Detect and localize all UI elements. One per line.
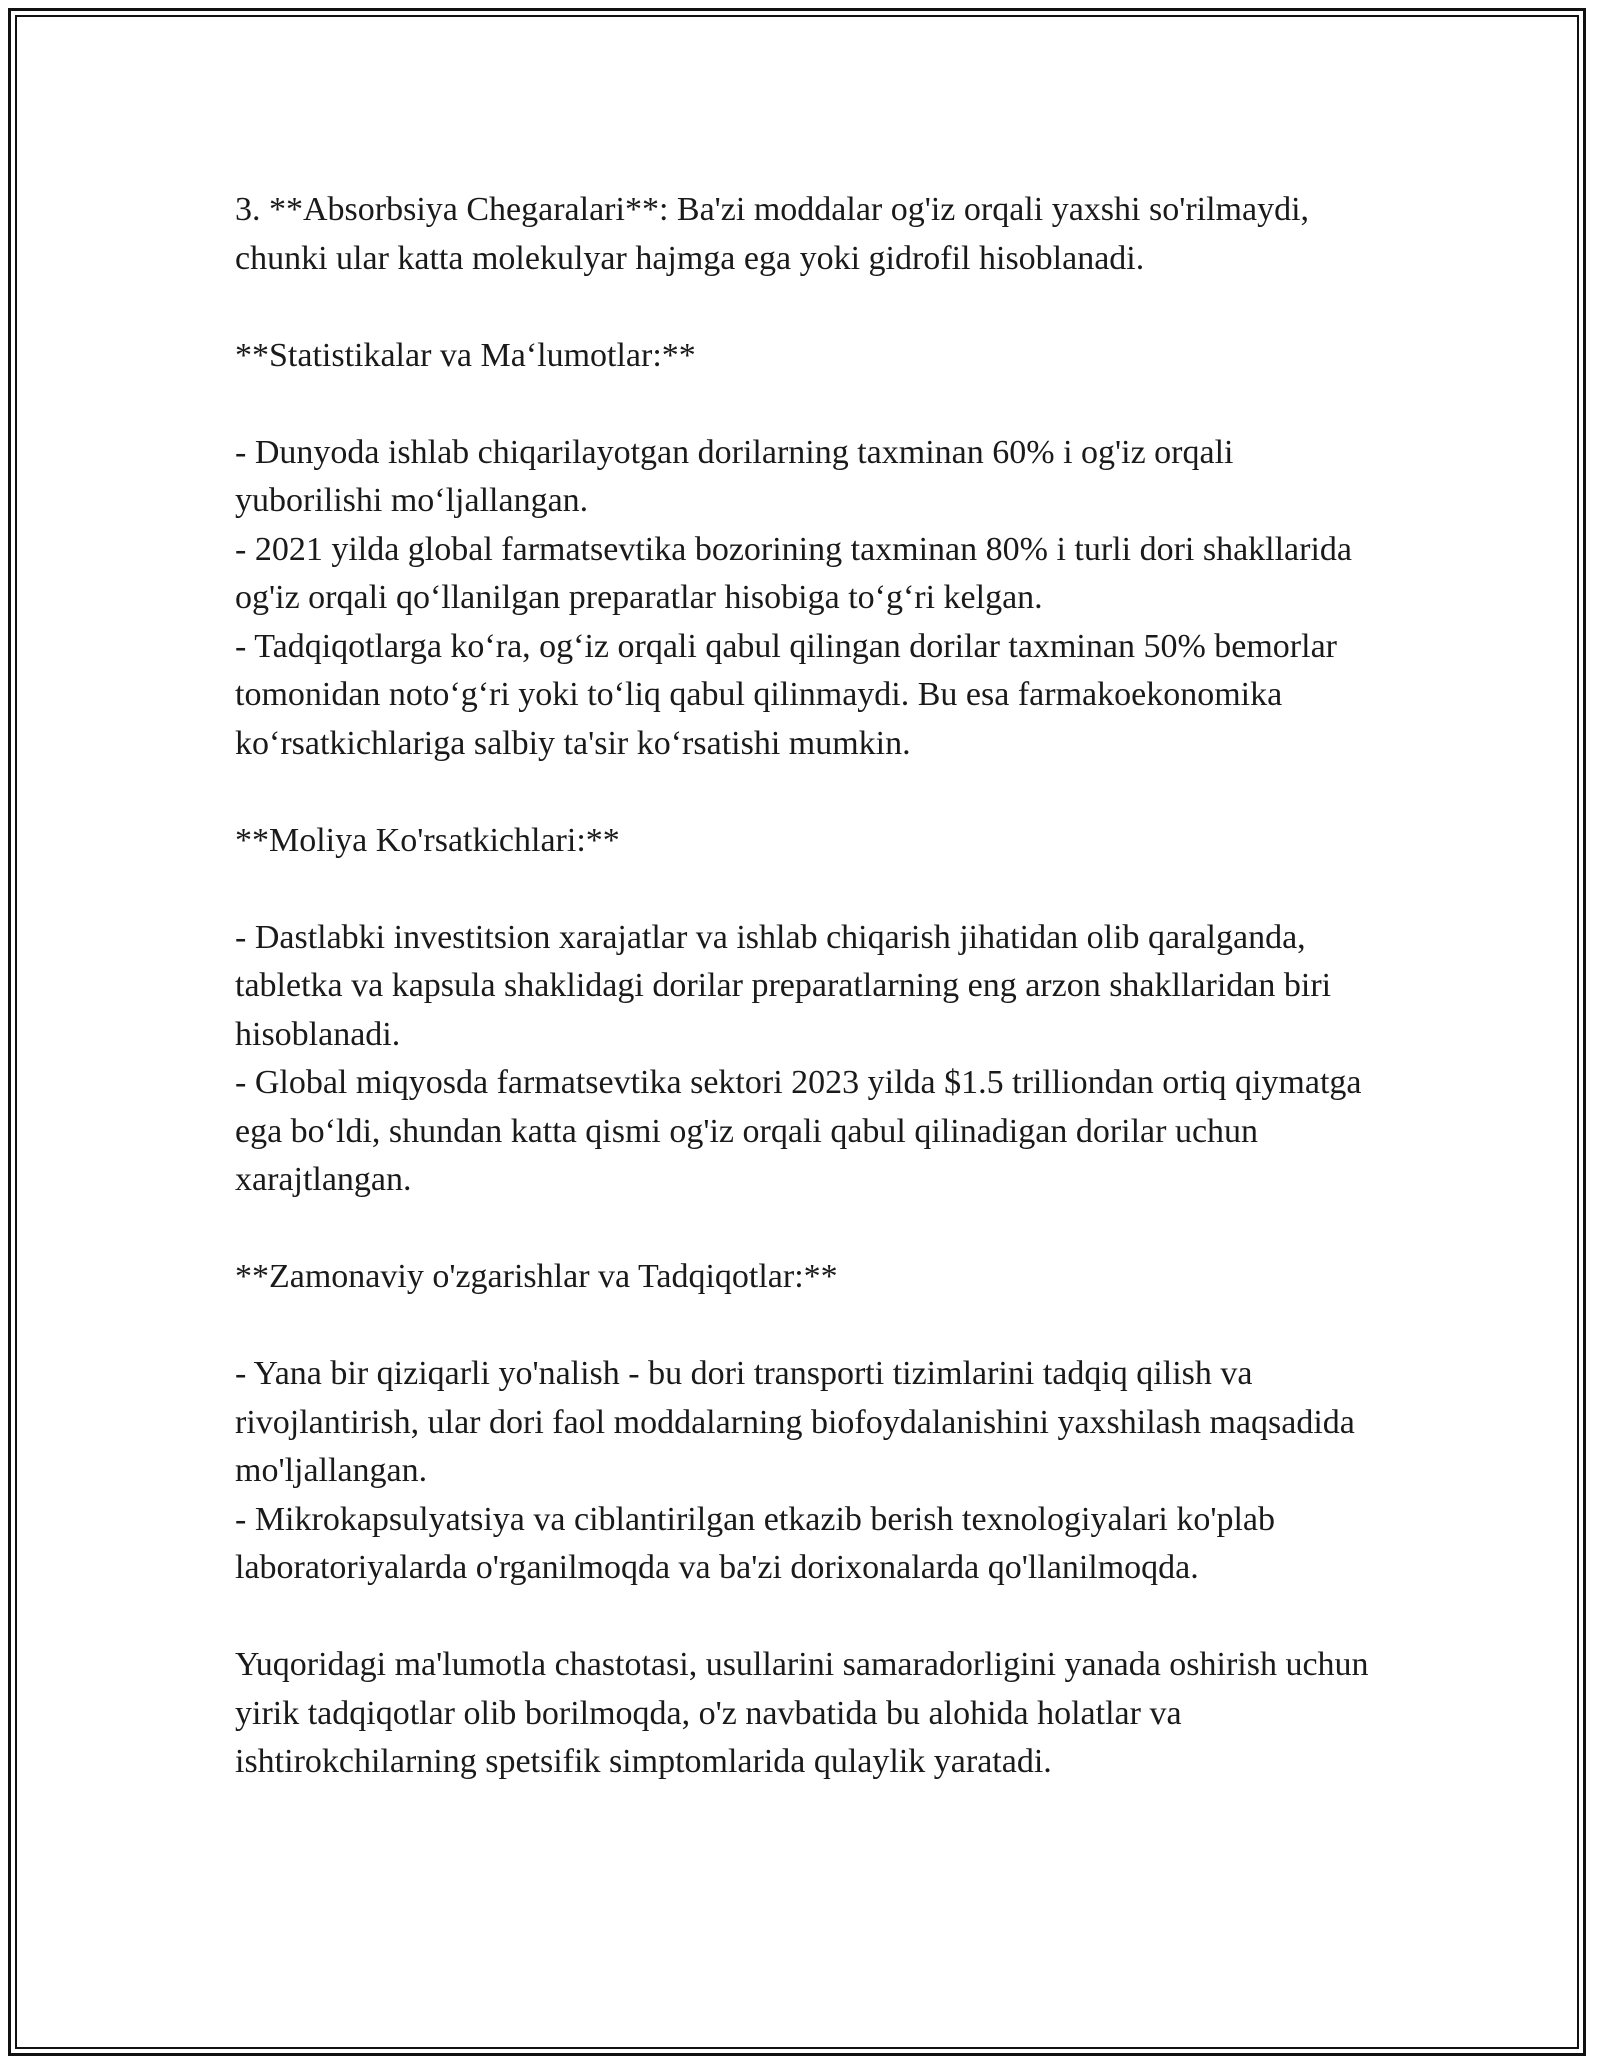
research-heading: **Zamonaviy o'zgarishlar va Tadqiqotlar:** (235, 1258, 838, 1295)
finance-heading: **Moliya Ko'rsatkichlari:** (235, 821, 620, 859)
statistics-bullet-2: - 2021 yilda global farmatsevtika bozorining taxminan 80% i turli dori shakllarida og'iz orqali qoʻllanilgan preparatlar hisobiga toʻgʻri kelgan. (235, 530, 1353, 616)
statistics-heading: **Statistikalar va Maʻlumotlar:** (235, 336, 696, 374)
finance-bullet-1: - Dastlabki investitsion xarajatlar va ishlab chiqarish jihatidan olib qaralganda, tabletka va kapsula shaklidagi dorilar preparatlarning eng arzon shakllaridan biri hisoblanadi. (235, 918, 1332, 1053)
absorption-limits-item: 3. **Absorbsiya Chegaralari**: Ba'zi moddalar og'iz orqali yaxshi so'rilmaydi, chunki ular katta molekulyar hajmga ega yoki gidrofil hisoblanadi. (235, 191, 1310, 277)
statistics-bullet-1: - Dunyoda ishlab chiqarilayotgan dorilarning taxminan 60% i og'iz orqali yuborilishi moʻljallangan. (235, 433, 1234, 519)
statistics-bullet-3: - Tadqiqotlarga koʻra, ogʻiz orqali qabul qilingan dorilar taxminan 50% bemorlar tomonidan notoʻgʻri yoki toʻliq qabul qilinmaydi. Bu esa farmakoekonomika koʻrsatkichlariga salbiy ta'sir koʻrsatishi mumkin. (235, 627, 1337, 762)
conclusion-paragraph: Yuqoridagi ma'lumotla chastotasi, usullarini samaradorligini yanada oshirish uchun yirik tadqiqotlar olib borilmoqda, o'z navbatida bu alohida holatlar va ishtirokchilarning spetsifik simptomlarida qulaylik yaratadi. (235, 1646, 1369, 1780)
research-bullet-2: - Mikrokapsulyatsiya va ciblantirilgan etkazib berish texnologiyalari ko'plab laboratoriyalarda o'rganilmoqda va ba'zi dorixonalarda qo'llanilmoqda. (235, 1500, 1276, 1586)
finance-bullet-2: - Global miqyosda farmatsevtika sektori 2023 yilda $1.5 trilliondan ortiq qiymatga ega boʻldi, shundan katta qismi og'iz orqali qabul qilinadigan dorilar uchun xarajtlangan. (235, 1064, 1362, 1198)
research-bullet-1: - Yana bir qiziqarli yo'nalish - bu dori transporti tizimlarini tadqiq qilish va rivojlantirish, ular dori faol moddalarning biofoydalanishini yaxshilash maqsadida mo'ljallangan. (235, 1355, 1355, 1489)
document-body (235, 186, 1385, 1835)
